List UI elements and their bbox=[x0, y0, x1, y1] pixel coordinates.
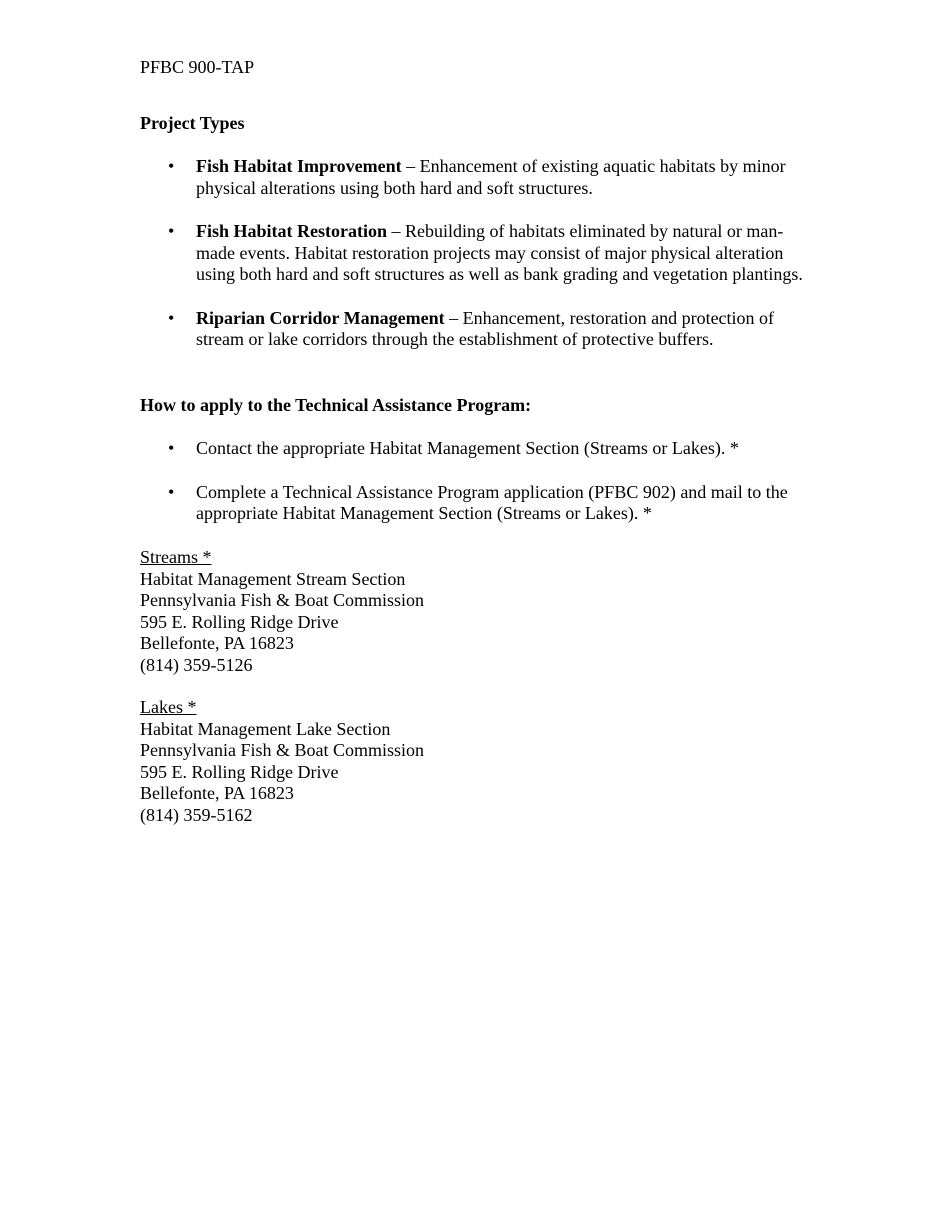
how-to-apply-list bbox=[140, 438, 820, 547]
bullet-dot-icon: • bbox=[168, 221, 175, 241]
how-to-apply-heading: How to apply to the Technical Assistance Program: bbox=[140, 395, 532, 415]
bullet-dot-icon: • bbox=[168, 438, 175, 458]
streams-organization: Pennsylvania Fish & Boat Commission bbox=[140, 590, 425, 610]
lakes-city: Bellefonte, PA 16823 bbox=[140, 783, 294, 803]
bullet-dot-icon: • bbox=[168, 156, 175, 176]
streams-contact-block bbox=[140, 547, 424, 676]
list-item bbox=[140, 156, 820, 199]
streams-city: Bellefonte, PA 16823 bbox=[140, 633, 294, 653]
lakes-section-name: Habitat Management Lake Section bbox=[140, 718, 391, 739]
project-types-list bbox=[140, 156, 820, 373]
list-item bbox=[140, 308, 820, 351]
streams-street: 595 E. Rolling Ridge Drive bbox=[140, 611, 339, 632]
streams-section-name: Habitat Management Stream Section bbox=[140, 568, 406, 589]
project-type-description: – Enhancement of existing aquatic habitats by minor physical alterations using both hard and soft structures. bbox=[196, 156, 786, 198]
lakes-street: 595 E. Rolling Ridge Drive bbox=[140, 761, 339, 782]
project-type-description: – Rebuilding of habitats eliminated by natural or man-made events. Habitat restoration projects may consist of major physical alteration using both hard and soft structures as well as bank grading and vegetation plantings. bbox=[196, 221, 803, 284]
list-item bbox=[140, 482, 820, 525]
project-type-term: Fish Habitat Restoration bbox=[196, 221, 387, 241]
apply-step-text: Contact the appropriate Habitat Management Section (Streams or Lakes). * bbox=[196, 438, 739, 458]
streams-label: Streams * bbox=[140, 547, 212, 567]
project-types-heading: Project Types bbox=[140, 113, 245, 133]
form-id: PFBC 900-TAP bbox=[140, 57, 255, 77]
streams-phone: (814) 359-5126 bbox=[140, 654, 253, 675]
project-type-term: Fish Habitat Improvement bbox=[196, 156, 402, 176]
bullet-dot-icon: • bbox=[168, 481, 175, 502]
lakes-organization: Pennsylvania Fish & Boat Commission bbox=[140, 740, 425, 760]
bullet-dot-icon: • bbox=[168, 307, 175, 328]
apply-step-text: Complete a Technical Assistance Program application (PFBC 902) and mail to the appropriate Habitat Management Section (Streams or Lakes). * bbox=[196, 481, 788, 523]
lakes-phone: (814) 359-5162 bbox=[140, 804, 253, 825]
list-item bbox=[140, 438, 820, 460]
project-type-term: Riparian Corridor Management bbox=[196, 307, 445, 328]
list-item bbox=[140, 221, 820, 286]
project-type-description: – Enhancement, restoration and protection of stream or lake corridors through the establishment of protective buffers. bbox=[196, 307, 775, 349]
lakes-contact-block bbox=[140, 697, 424, 826]
lakes-label: Lakes * bbox=[140, 697, 197, 717]
